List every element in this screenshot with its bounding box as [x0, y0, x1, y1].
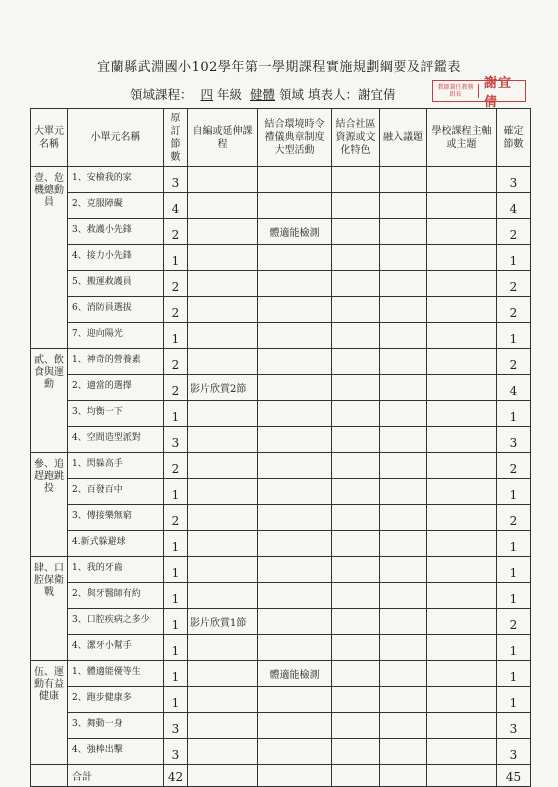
school-theme-cell: [427, 349, 497, 375]
subunit-name-cell: 4、潔牙小幫手: [68, 635, 164, 661]
table-row: [31, 297, 531, 323]
adapted-course-cell: [188, 427, 258, 453]
school-theme-cell: [427, 635, 497, 661]
original-hours-cell: 4: [164, 193, 188, 219]
confirmed-hours-cell: 1: [497, 479, 531, 505]
table-row: [31, 427, 531, 453]
confirmed-hours-cell: 2: [497, 505, 531, 531]
integrated-issue-cell: [380, 401, 427, 427]
school-theme-cell: [427, 479, 497, 505]
confirmed-hours-cell: 1: [497, 323, 531, 349]
subunit-name-cell: 1、我的牙齒: [68, 557, 164, 583]
original-hours-cell: 1: [164, 635, 188, 661]
unit-name-cell: 貳、飲食與運動: [31, 349, 68, 453]
adapted-course-cell: [188, 739, 258, 765]
subunit-name-cell: 6、消防員選拔: [68, 297, 164, 323]
table-row: [31, 323, 531, 349]
combined-activity-cell: [258, 401, 332, 427]
integrated-issue-cell: [380, 661, 427, 687]
combined-activity-cell: [258, 531, 332, 557]
adapted-course-cell: [188, 167, 258, 193]
integrated-issue-cell: [380, 557, 427, 583]
original-hours-cell: 1: [164, 245, 188, 271]
combined-activity-cell: 體適能檢測: [258, 219, 332, 245]
community-resource-cell: [332, 245, 380, 271]
integrated-issue-cell: [380, 505, 427, 531]
combined-activity-cell: [258, 323, 332, 349]
confirmed-hours-cell: 1: [497, 245, 531, 271]
adapted-course-cell: [188, 661, 258, 687]
original-hours-cell: 3: [164, 739, 188, 765]
community-resource-cell: [332, 609, 380, 635]
subunit-name-cell: 4、空間造型派對: [68, 427, 164, 453]
subunit-name-cell: 3、均衡一下: [68, 401, 164, 427]
community-resource-cell: [332, 687, 380, 713]
community-resource-cell: [332, 297, 380, 323]
original-hours-cell: 3: [164, 713, 188, 739]
total-label-cell: 合計: [68, 765, 164, 787]
community-resource-cell: [332, 635, 380, 661]
confirmed-hours-cell: 3: [497, 167, 531, 193]
combined-activity-cell: [258, 687, 332, 713]
confirmed-hours-cell: 2: [497, 349, 531, 375]
school-theme-cell: [427, 271, 497, 297]
confirmed-hours-cell: 2: [497, 609, 531, 635]
combined-activity-cell: [258, 193, 332, 219]
school-theme-cell: [427, 609, 497, 635]
integrated-issue-cell: [380, 193, 427, 219]
adapted-course-cell: 影片欣賞2節: [188, 375, 258, 401]
original-hours-cell: 2: [164, 271, 188, 297]
confirmed-hours-cell: 3: [497, 713, 531, 739]
adapted-course-cell: [188, 219, 258, 245]
integrated-issue-cell: [380, 635, 427, 661]
adapted-course-cell: [188, 323, 258, 349]
table-row: [31, 687, 531, 713]
combined-activity-cell: [258, 505, 332, 531]
school-theme-cell: [427, 401, 497, 427]
integrated-issue-cell: [380, 583, 427, 609]
table-row: [31, 739, 531, 765]
adapted-course-cell: [188, 401, 258, 427]
confirmed-hours-cell: 1: [497, 635, 531, 661]
table-row: [31, 531, 531, 557]
header-school: 學校課程主軸或主題: [427, 109, 497, 167]
confirmed-hours-cell: 3: [497, 739, 531, 765]
original-hours-cell: 1: [164, 557, 188, 583]
school-theme-cell: [427, 219, 497, 245]
adapted-course-cell: [188, 583, 258, 609]
adapted-course-cell: [188, 687, 258, 713]
adapted-course-cell: 影片欣賞1節: [188, 609, 258, 635]
header-adapted: 自編或延伸課程: [188, 109, 258, 167]
integrated-issue-cell: [380, 739, 427, 765]
signature-stamp: [432, 76, 526, 110]
school-theme-cell: [427, 505, 497, 531]
integrated-issue-cell: [380, 427, 427, 453]
combined-activity-cell: [258, 453, 332, 479]
adapted-course-cell: [188, 245, 258, 271]
combined-activity-cell: [258, 271, 332, 297]
integrated-issue-cell: [380, 349, 427, 375]
subunit-name-cell: 2、克服障礙: [68, 193, 164, 219]
combined-activity-cell: [258, 167, 332, 193]
table-row: [31, 219, 531, 245]
table-row: [31, 479, 531, 505]
integrated-issue-cell: [380, 219, 427, 245]
integrated-issue-cell: [380, 453, 427, 479]
adapted-course-cell: [188, 349, 258, 375]
subunit-name-cell: 5、搬運救護員: [68, 271, 164, 297]
original-hours-cell: 2: [164, 349, 188, 375]
unit-name-cell: 肆、口腔保衛戰: [31, 557, 68, 661]
original-hours-cell: 2: [164, 505, 188, 531]
header-unit: 大單元名稱: [31, 109, 68, 167]
confirmed-hours-cell: 1: [497, 661, 531, 687]
total-original-cell: 42: [164, 765, 188, 787]
integrated-issue-cell: [380, 323, 427, 349]
table-row: [31, 557, 531, 583]
document-title: 宜蘭縣武淵國小102學年第一學期課程實施規劃綱要及評鑑表: [97, 60, 461, 75]
original-hours-cell: 2: [164, 453, 188, 479]
subunit-name-cell: 3、救護小先鋒: [68, 219, 164, 245]
school-theme-cell: [427, 557, 497, 583]
combined-activity-cell: [258, 427, 332, 453]
community-resource-cell: [332, 531, 380, 557]
table-row: [31, 245, 531, 271]
confirmed-hours-cell: 2: [497, 453, 531, 479]
original-hours-cell: 1: [164, 401, 188, 427]
original-hours-cell: 1: [164, 687, 188, 713]
community-resource-cell: [332, 505, 380, 531]
stamp-name: 謝宜倩: [484, 76, 513, 110]
field-value: 健體: [250, 87, 276, 102]
integrated-issue-cell: [380, 167, 427, 193]
subunit-name-cell: 3、舞動一身: [68, 713, 164, 739]
combined-activity-cell: [258, 583, 332, 609]
original-hours-cell: 1: [164, 531, 188, 557]
integrated-issue-cell: [380, 609, 427, 635]
integrated-issue-cell: [380, 479, 427, 505]
community-resource-cell: [332, 661, 380, 687]
combined-activity-cell: [258, 297, 332, 323]
adapted-course-cell: [188, 557, 258, 583]
school-theme-cell: [427, 323, 497, 349]
total-confirmed-cell: 45: [497, 765, 531, 787]
confirmed-hours-cell: 4: [497, 193, 531, 219]
confirmed-hours-cell: 1: [497, 583, 531, 609]
unit-name-cell: 壹、危機總動員: [31, 167, 68, 349]
subunit-name-cell: 4、接力小先鋒: [68, 245, 164, 271]
original-hours-cell: 1: [164, 609, 188, 635]
school-theme-cell: [427, 531, 497, 557]
grade-suffix: 年級: [217, 87, 243, 102]
header-confirmed: 確定節數: [497, 109, 531, 167]
field-label: 領域課程：: [130, 87, 193, 102]
community-resource-cell: [332, 401, 380, 427]
adapted-course-cell: [188, 479, 258, 505]
original-hours-cell: 2: [164, 297, 188, 323]
combined-activity-cell: [258, 245, 332, 271]
integrated-issue-cell: [380, 245, 427, 271]
confirmed-hours-cell: 2: [497, 297, 531, 323]
community-resource-cell: [332, 193, 380, 219]
table-row: [31, 349, 531, 375]
table-row: [31, 453, 531, 479]
school-theme-cell: [427, 167, 497, 193]
adapted-course-cell: [188, 271, 258, 297]
combined-activity-cell: [258, 349, 332, 375]
subunit-name-cell: 2、百發百中: [68, 479, 164, 505]
table-row: [31, 505, 531, 531]
integrated-issue-cell: [380, 687, 427, 713]
school-theme-cell: [427, 739, 497, 765]
school-theme-cell: [427, 193, 497, 219]
table-header-row: [31, 109, 531, 167]
school-theme-cell: [427, 297, 497, 323]
confirmed-hours-cell: 2: [497, 271, 531, 297]
subunit-name-cell: 3、傳接樂無窮: [68, 505, 164, 531]
school-theme-cell: [427, 687, 497, 713]
school-theme-cell: [427, 427, 497, 453]
community-resource-cell: [332, 167, 380, 193]
table-row: [31, 583, 531, 609]
plan-table: [30, 108, 531, 787]
confirmed-hours-cell: 4: [497, 375, 531, 401]
adapted-course-cell: [188, 297, 258, 323]
unit-name-cell: 伍、運動有益健康: [31, 661, 68, 765]
table-row: [31, 609, 531, 635]
original-hours-cell: 1: [164, 479, 188, 505]
school-theme-cell: [427, 583, 497, 609]
adapted-course-cell: [188, 713, 258, 739]
confirmed-hours-cell: 2: [497, 219, 531, 245]
community-resource-cell: [332, 375, 380, 401]
confirmed-hours-cell: 3: [497, 427, 531, 453]
combined-activity-cell: 體適能檢測: [258, 661, 332, 687]
school-theme-cell: [427, 453, 497, 479]
community-resource-cell: [332, 349, 380, 375]
table-row: [31, 167, 531, 193]
table-row: [31, 193, 531, 219]
school-theme-cell: [427, 375, 497, 401]
presenter-label: 填表人：謝宜倩: [308, 87, 396, 102]
table-row: [31, 661, 531, 687]
integrated-issue-cell: [380, 271, 427, 297]
adapted-course-cell: [188, 505, 258, 531]
community-resource-cell: [332, 453, 380, 479]
header-subunit: 小單元名稱: [68, 109, 164, 167]
original-hours-cell: 1: [164, 583, 188, 609]
unit-name-cell: 參、追趕跑跳投: [31, 453, 68, 557]
school-theme-cell: [427, 661, 497, 687]
original-hours-cell: 3: [164, 167, 188, 193]
subunit-name-cell: 4、強棒出擊: [68, 739, 164, 765]
community-resource-cell: [332, 739, 380, 765]
combined-activity-cell: [258, 557, 332, 583]
subunit-name-cell: 4.新式躲避球: [68, 531, 164, 557]
original-hours-cell: 3: [164, 427, 188, 453]
original-hours-cell: 1: [164, 323, 188, 349]
school-theme-cell: [427, 713, 497, 739]
field-suffix: 領域: [279, 87, 305, 102]
combined-activity-cell: [258, 739, 332, 765]
subunit-name-cell: 1、安檢我的家: [68, 167, 164, 193]
integrated-issue-cell: [380, 375, 427, 401]
table-row: [31, 713, 531, 739]
header-combined: 結合環境時令禮儀典章制度大型活動: [258, 109, 332, 167]
header-original: 原訂節數: [164, 109, 188, 167]
community-resource-cell: [332, 583, 380, 609]
subunit-name-cell: 1、體適能優等生: [68, 661, 164, 687]
confirmed-hours-cell: 1: [497, 531, 531, 557]
subunit-name-cell: 1、閃躲高手: [68, 453, 164, 479]
integrated-issue-cell: [380, 713, 427, 739]
adapted-course-cell: [188, 453, 258, 479]
table-row: [31, 635, 531, 661]
community-resource-cell: [332, 713, 380, 739]
table-row: [31, 375, 531, 401]
combined-activity-cell: [258, 375, 332, 401]
community-resource-cell: [332, 479, 380, 505]
grade-value: 四: [200, 87, 214, 102]
integrated-issue-cell: [380, 297, 427, 323]
header-community: 結合社區資源或文化特色: [332, 109, 380, 167]
subunit-name-cell: 2、跑步健康多: [68, 687, 164, 713]
subunit-name-cell: 7、迎向陽光: [68, 323, 164, 349]
adapted-course-cell: [188, 193, 258, 219]
subunit-name-cell: 3、口腔疾病之多少: [68, 609, 164, 635]
header-integrated: 融入議題: [380, 109, 427, 167]
combined-activity-cell: [258, 479, 332, 505]
combined-activity-cell: [258, 609, 332, 635]
original-hours-cell: 2: [164, 375, 188, 401]
field-line: [130, 85, 396, 103]
community-resource-cell: [332, 557, 380, 583]
subunit-name-cell: 2、適當的選擇: [68, 375, 164, 401]
original-hours-cell: 2: [164, 219, 188, 245]
confirmed-hours-cell: 1: [497, 687, 531, 713]
subunit-name-cell: 1、神奇的營養素: [68, 349, 164, 375]
combined-activity-cell: [258, 713, 332, 739]
confirmed-hours-cell: 1: [497, 401, 531, 427]
community-resource-cell: [332, 271, 380, 297]
table-row: [31, 271, 531, 297]
adapted-course-cell: [188, 635, 258, 661]
integrated-issue-cell: [380, 531, 427, 557]
stamp-title: 教師兼任教務組長: [433, 84, 479, 98]
community-resource-cell: [332, 219, 380, 245]
confirmed-hours-cell: 1: [497, 557, 531, 583]
community-resource-cell: [332, 323, 380, 349]
table-row: [31, 401, 531, 427]
original-hours-cell: 1: [164, 661, 188, 687]
school-theme-cell: [427, 245, 497, 271]
subunit-name-cell: 2、與牙醫師有約: [68, 583, 164, 609]
adapted-course-cell: [188, 531, 258, 557]
community-resource-cell: [332, 427, 380, 453]
combined-activity-cell: [258, 635, 332, 661]
